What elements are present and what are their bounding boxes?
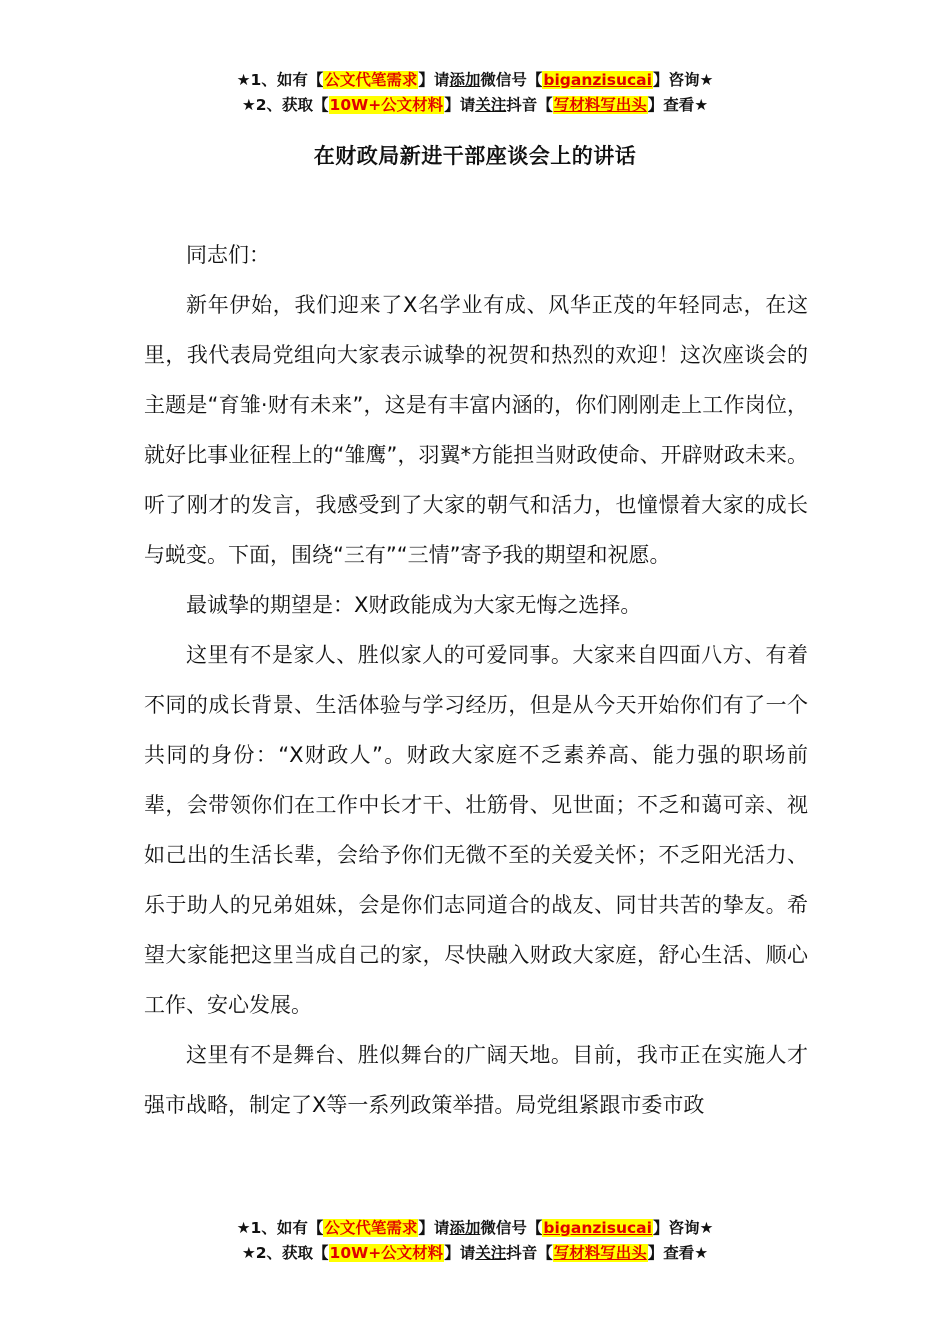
banner-text: 】咨询★ [652,1219,714,1237]
douyin-id: 写材料写出头 [553,1244,647,1262]
douyin-id: 写材料写出头 [553,96,647,114]
banner-text: 】请 [444,1244,476,1262]
paragraph: 最诚挚的期望是：X财政能成为大家无悔之选择。 [186,593,642,617]
banner-text: 抖音【 [506,96,553,114]
banner-highlight: 公文代笔需求 [324,1219,418,1237]
footer-banner [0,1216,950,1266]
banner-text: 】请 [418,71,450,89]
banner-text: ★2、获取【 [241,1244,329,1262]
paragraph: 新年伊始，我们迎来了X名学业有成、风华正茂的年轻同志，在这里，我代表局党组向大家表示诚挚的祝贺和热烈的欢迎！这次座谈会的主题是“育雏·财有未来”，这是有丰富内涵的，你们刚刚走上工作岗位，就好比事业征程上的“雏鹰”，羽翼*方能担当财政使命、开辟财政未来。听了刚才的发言，我感受到了大家的朝气和活力，也憧憬着大家的成长与蜕变。下面，围绕“三有”“三情”寄予我的期望和祝愿。 [144,293,808,567]
paragraph: 这里有不是家人、胜似家人的可爱同事。大家来自四面八方、有着不同的成长背景、生活体验与学习经历，但是从今天开始你们有了一个共同的身份：“X财政人”。财政大家庭不乏素养高、能力强的职场前辈，会带领你们在工作中长才干、壮筋骨、见世面；不乏和蔼可亲、视如己出的生活长辈，会给予你们无微不至的关爱关怀；不乏阳光活力、乐于助人的兄弟姐妹，会是你们志同道合的战友、同甘共苦的挚友。希望大家能把这里当成自己的家，尽快融入财政大家庭，舒心生活、顺心工作、安心发展。 [144,643,808,1017]
banner-text: 】请 [418,1219,450,1237]
wechat-id: biganzisucai [543,71,652,89]
banner-text: ★1、如有【 [236,71,324,89]
banner-line-1 [0,68,950,93]
banner-text: 】查看★ [647,1244,709,1262]
banner-line-1 [0,1216,950,1241]
banner-text: 】咨询★ [652,71,714,89]
banner-text: 抖音【 [506,1244,553,1262]
banner-text: 微信号【 [480,71,543,89]
document-body [144,230,808,1130]
banner-text: ★2、获取【 [241,96,329,114]
banner-text: 】查看★ [647,96,709,114]
banner-line-2 [0,93,950,118]
salutation: 同志们： [186,243,270,267]
paragraph: 这里有不是舞台、胜似舞台的广阔天地。目前，我市正在实施人才强市战略，制定了X等一系列政策举措。局党组紧跟市委市政 [144,1043,808,1117]
banner-text: 微信号【 [480,1219,543,1237]
banner-text: 】请 [444,96,476,114]
banner-underline: 添加 [449,1219,481,1237]
banner-underline: 添加 [449,71,481,89]
banner-underline: 关注 [475,96,507,114]
header-banner [0,68,950,118]
banner-highlight: 10W+公文材料 [329,96,444,114]
wechat-id: biganzisucai [543,1219,652,1237]
banner-underline: 关注 [475,1244,507,1262]
banner-text: ★1、如有【 [236,1219,324,1237]
banner-highlight: 10W+公文材料 [329,1244,444,1262]
document-title: 在财政局新进干部座谈会上的讲话 [313,144,637,168]
banner-line-2 [0,1241,950,1266]
banner-highlight: 公文代笔需求 [324,71,418,89]
